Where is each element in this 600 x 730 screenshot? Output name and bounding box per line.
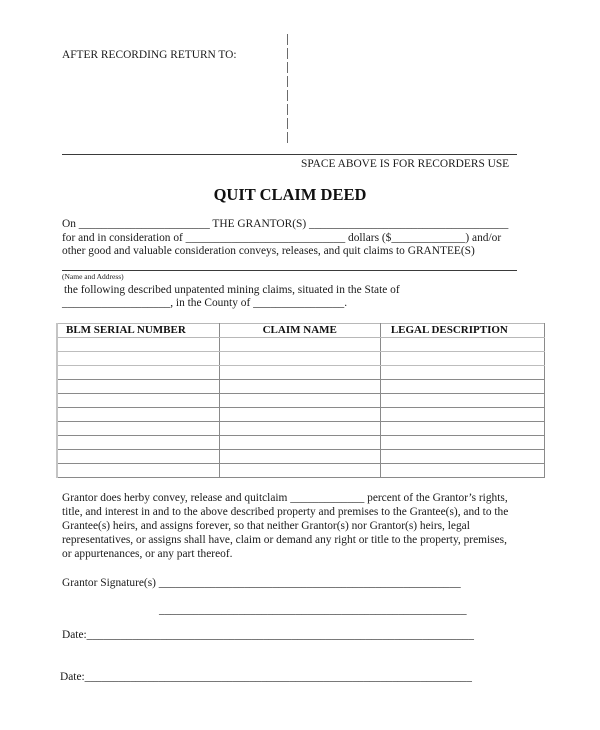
recorder-space-rule bbox=[62, 154, 517, 155]
cell-blm-serial-number[interactable] bbox=[57, 366, 219, 380]
conveyance-intro-line: other good and valuable consideration conveys, releases, and quit claims to GRANTEE(S) bbox=[62, 245, 475, 257]
table-row bbox=[57, 422, 545, 436]
consideration-line[interactable]: for and in consideration of ____________________________ dollars ($_____________) and/or bbox=[62, 232, 502, 244]
table-row bbox=[57, 380, 545, 394]
name-address-label: (Name and Address) bbox=[62, 272, 124, 281]
table-row bbox=[57, 450, 545, 464]
state-county-line[interactable]: ___________________, in the County of ________________. bbox=[62, 297, 348, 309]
cell-legal-description[interactable] bbox=[380, 380, 544, 394]
conveyance-text-line: title, and interest in and to the above described property and premises to the Grantee(s), and to the bbox=[62, 506, 509, 518]
cell-blm-serial-number[interactable] bbox=[57, 464, 219, 478]
cell-claim-name[interactable] bbox=[219, 394, 380, 408]
cell-legal-description[interactable] bbox=[380, 436, 544, 450]
cell-legal-description[interactable] bbox=[380, 352, 544, 366]
cell-legal-description[interactable] bbox=[380, 338, 544, 352]
cell-blm-serial-number[interactable] bbox=[57, 352, 219, 366]
grantor-signature-field[interactable]: Grantor Signature(s) _____________________________________________________ bbox=[62, 577, 461, 589]
recorders-use-label: SPACE ABOVE IS FOR RECORDERS USE bbox=[301, 158, 510, 170]
after-recording-return-label: AFTER RECORDING RETURN TO: bbox=[62, 49, 237, 61]
cell-legal-description[interactable] bbox=[380, 394, 544, 408]
conveyance-text-line: Grantee(s) heirs, and assigns forever, so that neither Grantor(s) nor Grantor(s) heirs, legal bbox=[62, 520, 470, 532]
cell-claim-name[interactable] bbox=[219, 464, 380, 478]
cell-legal-description[interactable] bbox=[380, 422, 544, 436]
cell-legal-description[interactable] bbox=[380, 408, 544, 422]
cell-legal-description[interactable] bbox=[380, 366, 544, 380]
mining-claims-line: the following described unpatented mining claims, situated in the State of bbox=[64, 284, 400, 296]
cell-legal-description[interactable] bbox=[380, 450, 544, 464]
table-row bbox=[57, 408, 545, 422]
claims-table bbox=[56, 323, 545, 478]
conveyance-text-line: representatives, or assigns shall have, claim or demand any right or title to the property, premises, bbox=[62, 534, 507, 546]
cell-claim-name[interactable] bbox=[219, 338, 380, 352]
conveyance-percent-line[interactable]: Grantor does herby convey, release and quitclaim _____________ percent of the Grantor’s rights, bbox=[62, 492, 508, 504]
grantor-date-line[interactable]: On _______________________ THE GRANTOR(S) ___________________________________ bbox=[62, 218, 509, 230]
table-row bbox=[57, 464, 545, 478]
cell-legal-description[interactable] bbox=[380, 464, 544, 478]
cell-blm-serial-number[interactable] bbox=[57, 394, 219, 408]
cell-claim-name[interactable] bbox=[219, 366, 380, 380]
cell-blm-serial-number[interactable] bbox=[57, 338, 219, 352]
document-title: QUIT CLAIM DEED bbox=[213, 185, 367, 204]
grantor-signature-field-2[interactable]: ______________________________________________________ bbox=[159, 604, 467, 616]
cell-blm-serial-number[interactable] bbox=[57, 408, 219, 422]
header-blm-serial-number: BLM SERIAL NUMBER bbox=[57, 324, 219, 338]
table-row bbox=[57, 394, 545, 408]
cell-claim-name[interactable] bbox=[219, 436, 380, 450]
table-row bbox=[57, 338, 545, 352]
conveyance-text-line: or appurtenances, or any part thereof. bbox=[62, 548, 233, 560]
table-row bbox=[57, 352, 545, 366]
table-row bbox=[57, 366, 545, 380]
cell-claim-name[interactable] bbox=[219, 408, 380, 422]
cell-blm-serial-number[interactable] bbox=[57, 436, 219, 450]
grantee-name-address-field[interactable] bbox=[62, 270, 517, 271]
cell-claim-name[interactable] bbox=[219, 422, 380, 436]
date-field-1[interactable]: Date:____________________________________________________________________ bbox=[62, 629, 474, 641]
header-claim-name: CLAIM NAME bbox=[219, 324, 380, 338]
cell-blm-serial-number[interactable] bbox=[57, 450, 219, 464]
cell-claim-name[interactable] bbox=[219, 380, 380, 394]
cell-claim-name[interactable] bbox=[219, 352, 380, 366]
recorder-space-divider bbox=[287, 34, 288, 144]
table-header-row bbox=[57, 324, 545, 338]
cell-blm-serial-number[interactable] bbox=[57, 380, 219, 394]
header-legal-description: LEGAL DESCRIPTION bbox=[380, 324, 544, 338]
cell-claim-name[interactable] bbox=[219, 450, 380, 464]
table-row bbox=[57, 436, 545, 450]
cell-blm-serial-number[interactable] bbox=[57, 422, 219, 436]
date-field-2[interactable]: Date:____________________________________________________________________ bbox=[60, 671, 472, 683]
